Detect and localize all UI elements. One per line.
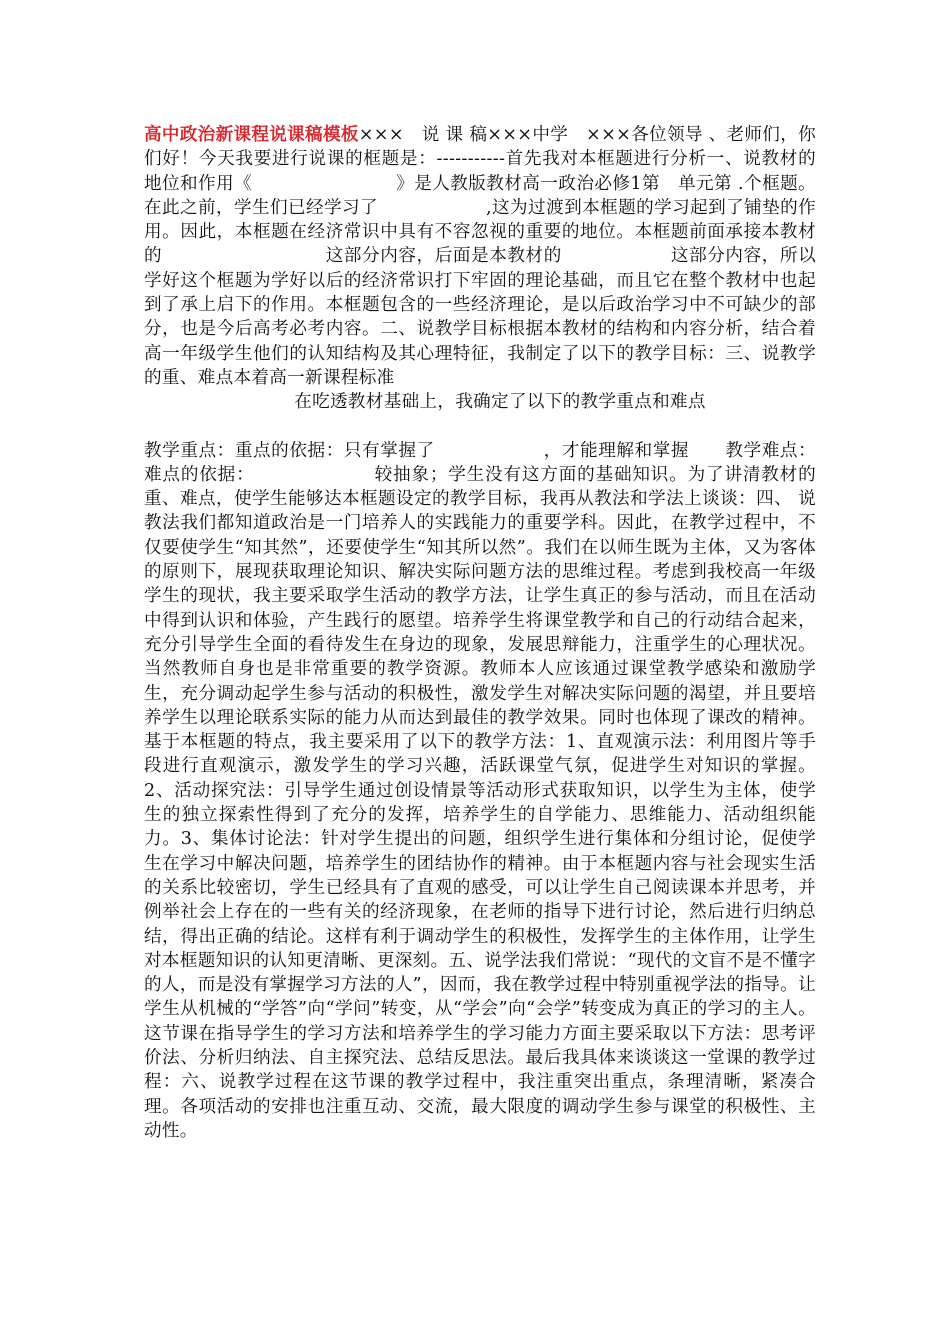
document-page [144, 123, 816, 1143]
intro-paragraph [144, 123, 816, 390]
intro-paragraph-tail: 在吃透教材基础上，我确定了以下的教学重点和难点 [294, 392, 706, 413]
document-title: 高中政治新课程说课稿模板 [144, 124, 359, 145]
paragraph-gap [144, 415, 816, 439]
intro-text: ××× 说 课 稿×××中学 ×××各位领导 、老师们，你们好！今天我要进行说课的框题是：-----------首先我对本框题进行分析一、说教材的地位和作用《 》是人教版教材高一政治必修1第 单元第 .个框题。在此之前，学生们已经学习了 ,这为过渡到本框题的学习起到了铺垫的作用。因此，本框题在经济常识中具有不容忽视的重要的地位。本框题前面承接本教材的 这部分内容，后面是本教材的 这部分内容，所以学好这个框题为学好以后的经济常识打下牢固的理论基础，而且它在整个教材中也起到了承上启下的作用。本框题包含的一些经济理论，是以后政治学习中不可缺少的部分，也是今后高考必考内容。二、说教学目标根据本教材的结构和内容分析，结合着高一年级学生他们的认知结构及其心理特征，我制定了以下的教学目标：三、说教学的重、难点本着高一新课程标准 [144, 125, 816, 388]
body-paragraph: 教学重点：重点的依据：只有掌握了 ，才能理解和掌握 教学难点：难点的依据： 较抽象；学生没有这方面的基础知识。为了讲清教材的重、难点，使学生能够达本框题设定的教学目标，我再从教法和学法上谈谈：四、 说教法我们都知道政治是一门培养人的实践能力的重要学科。因此，在教学过程中，不仅要使学生“知其然”，还要使学生“知其所以然”。我们在以师生既为主体，又为客体的原则下，展现获取理论知识、解决实际问题方法的思维过程。考虑到我校高一年级学生的现状，我主要采取学生活动的教学方法，让学生真正的参与活动，而且在活动中得到认识和体验，产生践行的愿望。培养学生将课堂教学和自己的行动结合起来，充分引导学生全面的看待发生在身边的现象，发展思辩能力，注重学生的心理状况。当然教师自身也是非常重要的教学资源。教师本人应该通过课堂教学感染和激励学生，充分调动起学生参与活动的积极性，激发学生对解决实际问题的渴望，并且要培养学生以理论联系实际的能力从而达到最佳的教学效果。同时也体现了课改的精神。基于本框题的特点，我主要采用了以下的教学方法：1、直观演示法：利用图片等手段进行直观演示，激发学生的学习兴趣，活跃课堂气氛，促进学生对知识的掌握。 2、活动探究法：引导学生通过创设情景等活动形式获取知识，以学生为主体，使学生的独立探索性得到了充分的发挥，培养学生的自学能力、思维能力、活动组织能力。3、集体讨论法：针对学生提出的问题，组织学生进行集体和分组讨论，促使学生在学习中解决问题，培养学生的团结协作的精神。由于本框题内容与社会现实生活的关系比较密切，学生已经具有了直观的感受，可以让学生自己阅读课本并思考，并例举社会上存在的一些有关的经济现象，在老师的指导下进行讨论，然后进行归纳总结，得出正确的结论。这样有利于调动学生的积极性，发挥学生的主体作用，让学生对本框题知识的认知更清晰、更深刻。五、说学法我们常说：“现代的文盲不是不懂字的人，而是没有掌握学习方法的人”，因而，我在教学过程中特别重视学法的指导。让学生从机械的“学答”向“学问”转变，从“学会”向“会学”转变成为真正的学习的主人。这节课在指导学生的学习方法和培养学生的学习能力方面主要采取以下方法：思考评价法、分析归纳法、自主探究法、总结反思法。最后我具体来谈谈这一堂课的教学过程：六、说教学过程在这节课的教学过程中，我注重突出重点，条理清晰，紧凑合理。各项活动的安排也注重互动、交流，最大限度的调动学生参与课堂的积极性、主动性。 [144, 440, 816, 1141]
